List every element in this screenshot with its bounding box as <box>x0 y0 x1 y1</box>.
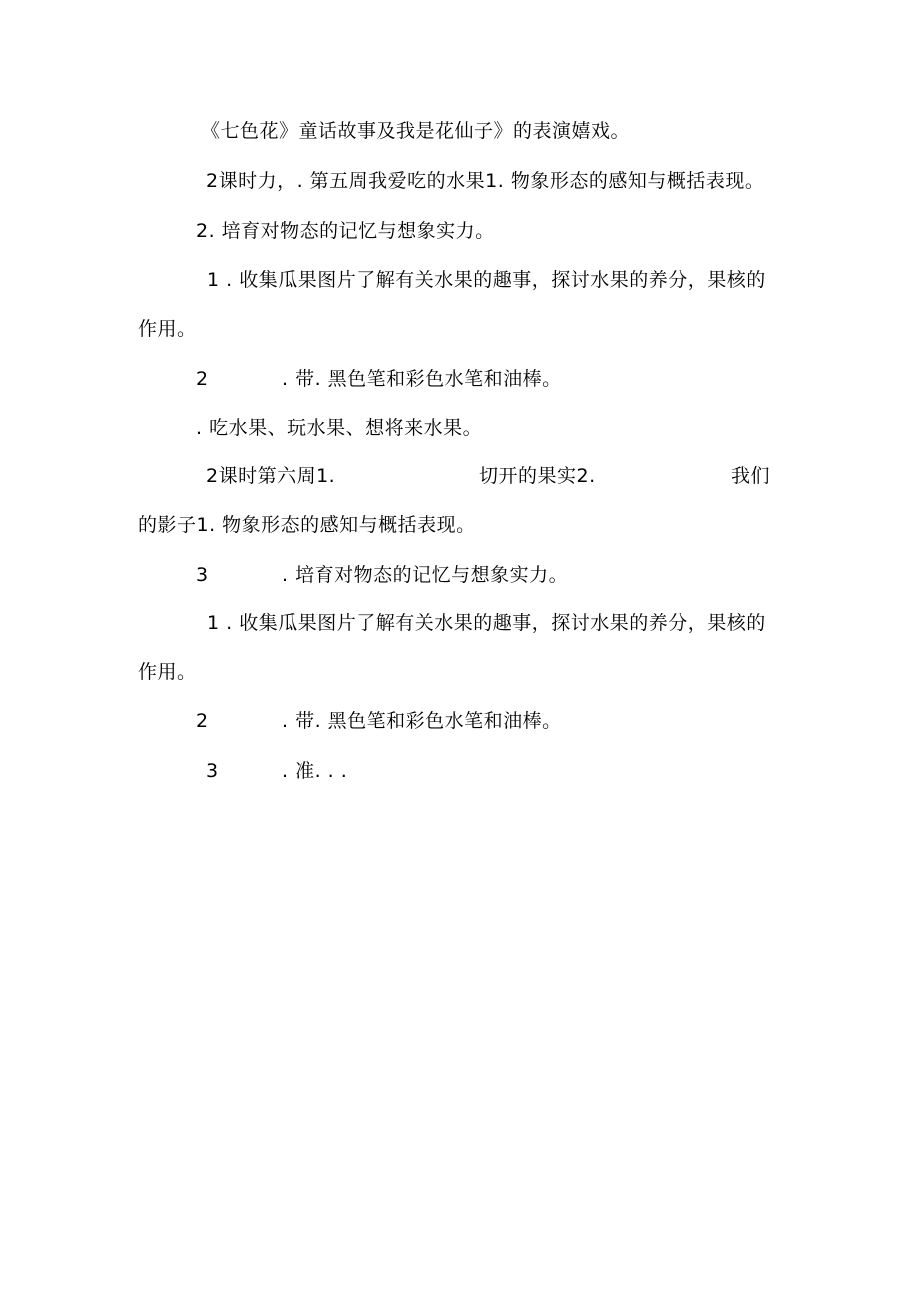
text-line: 1 . 收集瓜果图片了解有关水果的趣事，探讨水果的养分，果核的 <box>207 269 766 291</box>
text-line: 1 . 收集瓜果图片了解有关水果的趣事，探讨水果的养分，果核的 <box>207 612 766 634</box>
text-line: . 带. 黑色笔和彩色水笔和油棒。 <box>282 368 562 390</box>
text-line: 《七色花》童话故事及我是花仙子》的表演嬉戏。 <box>201 120 631 142</box>
text-line: 的影子1. 物象形态的感知与概括表现。 <box>138 514 476 536</box>
list-number: 3 <box>196 564 209 586</box>
text-line: 2课时第六周1. <box>206 465 336 487</box>
text-line: . 带. 黑色笔和彩色水笔和油棒。 <box>282 710 562 732</box>
text-line: . 培育对物态的记忆与想象实力。 <box>282 564 569 586</box>
list-number: 3 <box>206 760 219 782</box>
text-line: . 吃水果、玩水果、想将来水果。 <box>196 417 483 439</box>
text-line: 作用。 <box>138 661 197 683</box>
list-number: 2 <box>196 710 209 732</box>
text-line: 我们 <box>731 465 771 487</box>
text-line: 切开的果实2. <box>479 465 596 487</box>
text-line: . 准. . . <box>282 760 348 782</box>
list-number: 2 <box>196 368 209 390</box>
text-line: 作用。 <box>138 318 197 340</box>
text-line: 2课时力，. 第五周我爱吃的水果1. 物象形态的感知与概括表现。 <box>206 170 765 192</box>
text-line: 2. 培育对物态的记忆与想象实力。 <box>196 220 495 242</box>
